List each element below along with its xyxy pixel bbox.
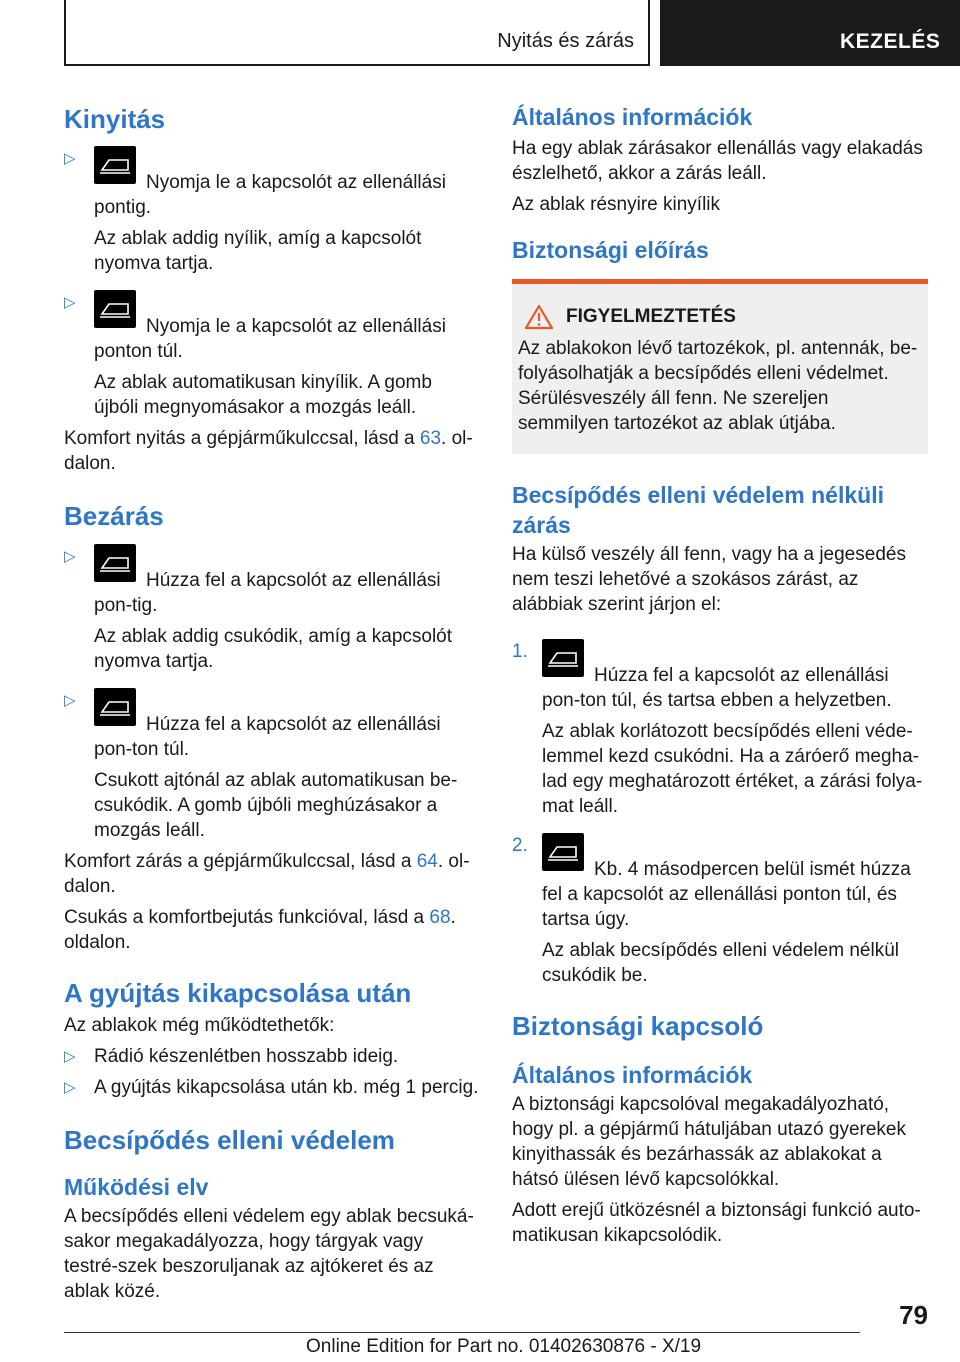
- paragraph: Az ablak résnyire kinyílik: [512, 194, 721, 215]
- paragraph: A biztonsági kapcsolóval megakadályozható, hogy pl. a gépjármű hátuljában utazó gyerekek kinyithassák és bezárhassák az ablakokat a hátsó ülésen lévő kapcsolókkal.: [512, 1094, 906, 1190]
- warning-title: [518, 304, 922, 330]
- window-switch-icon: [542, 639, 584, 677]
- window-switch-icon: [542, 833, 584, 871]
- heading-becsipodes: Becsípődés elleni védelem: [64, 1125, 395, 1155]
- list-item-text: Húzza fel a kapcsolót az ellenállási pon-ton túl.: [94, 714, 441, 760]
- list-item-text: Húzza fel a kapcsolót az ellenállási pon-tig.: [94, 570, 441, 616]
- list-item-text: Nyomja le a kapcsolót az ellenállási pontig.: [94, 172, 446, 218]
- paragraph: A becsípődés elleni védelem egy ablak becsuká-sakor megakadályozza, hogy tárgyak vagy testré-szek beszoruljanak az ajtókeret és az ablak közé.: [64, 1206, 474, 1302]
- footer-edition-text: Online Edition for Part no. 01402630876 - X/19: [306, 1336, 702, 1357]
- heading-gyujtas: A gyújtás kikapcsolása után: [64, 978, 412, 1008]
- step-number: 2.: [512, 835, 528, 856]
- list-item: [64, 1075, 480, 1100]
- list-item: [64, 1044, 480, 1069]
- list-item: [64, 146, 480, 220]
- paragraph: [64, 849, 480, 899]
- bullet-triangle-icon: ▷: [64, 692, 76, 709]
- list-item: [64, 290, 480, 364]
- numbered-step: [512, 639, 928, 713]
- header-section-title: Nyitás és zárás: [497, 30, 634, 52]
- step-detail: Az ablak becsípődés elleni védelem nélkül csukódik be.: [542, 940, 899, 986]
- window-switch-icon: [94, 146, 136, 184]
- warning-triangle-icon: [524, 304, 554, 330]
- right-column: [512, 100, 928, 1248]
- list-item-text: A gyújtás kikapcsolása után kb. még 1 percig.: [94, 1077, 479, 1098]
- heading-bezaras: Bezárás: [64, 501, 164, 531]
- paragraph: Az ablakok még működtethetők:: [64, 1015, 335, 1036]
- left-column: [64, 100, 480, 1304]
- paragraph-text: Csukás a komfortbejutás funkcióval, lásd a: [64, 907, 430, 928]
- page-link-63[interactable]: 63: [419, 428, 442, 449]
- list-item-detail: Az ablak automatikusan kinyílik. A gomb újbóli megnyomásakor a mozgás leáll.: [94, 372, 432, 418]
- header-chapter-tab: [660, 0, 960, 66]
- heading-altalanos-informaciok: Általános információk: [512, 104, 753, 130]
- header-chapter-label: KEZELÉS: [840, 30, 941, 53]
- list-item-detail: Csukott ajtónál az ablak automatikusan be-csukódik. A gomb újbóli meghúzásakor a mozgás leáll.: [94, 770, 458, 841]
- list-item: [64, 688, 480, 762]
- list-item-detail: Az ablak addig nyílik, amíg a kapcsolót nyomva tartja.: [94, 228, 422, 274]
- list-item-text: Rádió készenlétben hosszabb ideig.: [94, 1046, 399, 1067]
- paragraph: Ha egy ablak zárásakor ellenállás vagy elakadás észlelhető, akkor a zárás leáll.: [512, 138, 923, 184]
- paragraph: Adott erejű ütközésnél a biztonsági funkció auto-matikusan kikapcsolódik.: [512, 1200, 921, 1246]
- footer-divider: [64, 1332, 860, 1333]
- step-detail: Az ablak korlátozott becsípődés elleni véde-lemmel kezd csukódni. Ha a záróerő megha-lad egy meghatározott értéket, a zárási folya-mat leáll.: [542, 721, 923, 817]
- warning-title-text: FIGYELMEZTETÉS: [566, 306, 736, 327]
- warning-box: [512, 279, 928, 454]
- subheading-mukodesi-elv: Működési elv: [64, 1174, 209, 1200]
- step-number: 1.: [512, 641, 528, 662]
- page-number: 79: [899, 1300, 928, 1330]
- page-link-64[interactable]: 64: [416, 851, 438, 872]
- window-switch-icon: [94, 688, 136, 726]
- paragraph-text: Komfort nyitás a gépjárműkulccsal, lásd a: [64, 428, 420, 449]
- heading-biztonsagi-kapcsolo: Biztonsági kapcsoló: [512, 1011, 764, 1041]
- list-item-text: Nyomja le a kapcsolót az ellenállási ponton túl.: [94, 316, 446, 362]
- paragraph-text: . oldalon.: [64, 907, 456, 953]
- window-switch-icon: [94, 544, 136, 582]
- paragraph: Ha külső veszély áll fenn, vagy ha a jegesedés nem teszi lehetővé a szokásos zárást, az alábbiak szerint járjon el:: [512, 544, 906, 615]
- bullet-triangle-icon: ▷: [64, 1079, 76, 1096]
- list-item-detail: Az ablak addig csukódik, amíg a kapcsolót nyomva tartja.: [94, 626, 453, 672]
- bullet-triangle-icon: ▷: [64, 150, 76, 167]
- bullet-triangle-icon: ▷: [64, 548, 76, 565]
- heading-biztonsagi-eloiras: Biztonsági előírás: [512, 237, 709, 263]
- list-item: [64, 544, 480, 618]
- paragraph-text: . ol-dalon.: [64, 851, 470, 897]
- numbered-step: [512, 833, 928, 932]
- paragraph: [64, 905, 480, 955]
- window-switch-icon: [94, 290, 136, 328]
- step-text: Húzza fel a kapcsolót az ellenállási pon-ton túl, és tartsa ebben a helyzetben.: [542, 665, 892, 711]
- paragraph: [64, 426, 480, 476]
- warning-text: Az ablakokon lévő tartozékok, pl. antennák, be-folyásolhatják a becsípődés elleni védelmet. Sérülésveszély áll fenn. Ne szereljen semmilyen tartozékot az ablak útjába.: [518, 338, 918, 434]
- paragraph-text: Komfort zárás a gépjárműkulccsal, lásd a: [64, 851, 417, 872]
- heading-nelkuli-zaras: Becsípődés elleni védelem nélküli zárás: [512, 482, 884, 538]
- heading-kinyitas: Kinyitás: [64, 104, 166, 134]
- subheading-altalanos-informaciok: Általános információk: [512, 1062, 753, 1088]
- page-link-68[interactable]: 68: [429, 907, 451, 928]
- paragraph-text: . ol-dalon.: [64, 428, 473, 474]
- step-text: Kb. 4 másodpercen belül ismét húzza fel a kapcsolót az ellenállási ponton túl, és tartsa úgy.: [542, 859, 911, 930]
- bullet-triangle-icon: ▷: [64, 1048, 76, 1065]
- bullet-triangle-icon: ▷: [64, 294, 76, 311]
